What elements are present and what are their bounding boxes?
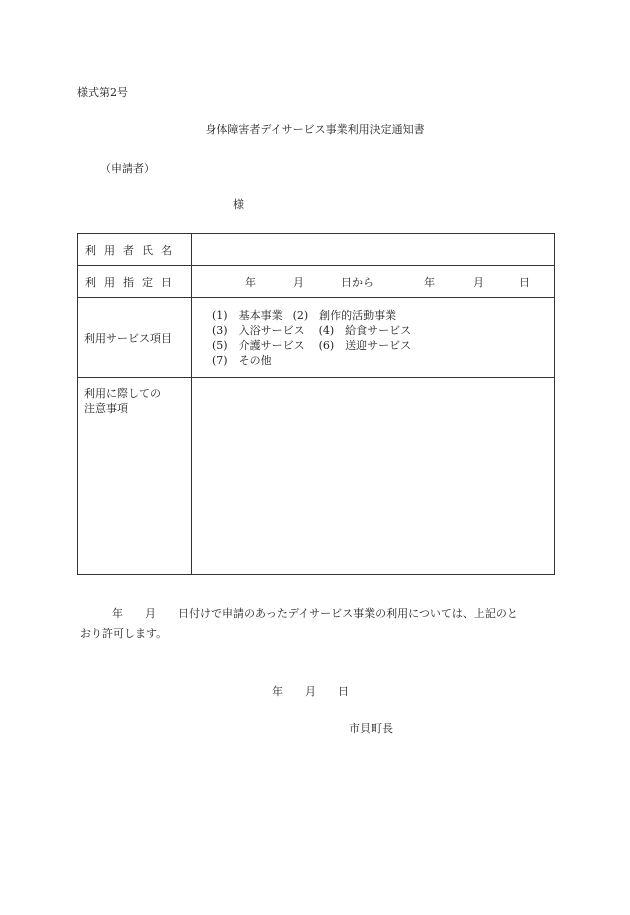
notes-label-cell xyxy=(78,378,192,575)
service-item-6: (6) 送迎サービス xyxy=(318,338,412,352)
service-item-1: (1) 基本事業 xyxy=(212,308,283,322)
document-title: 身体障害者デイサービス事業利用決定通知書 xyxy=(205,123,425,136)
decision-table xyxy=(77,233,555,575)
date-month-1: 月 xyxy=(293,276,304,289)
service-item-2: (2) 創作的活動事業 xyxy=(292,308,397,322)
date-day-from: 日から xyxy=(341,276,374,289)
applicant-label: （申請者） xyxy=(100,162,155,175)
user-name-value-cell xyxy=(192,234,555,266)
user-name-row xyxy=(78,234,555,266)
user-name-label: 利用者氏名 xyxy=(85,243,180,257)
service-line-4 xyxy=(212,353,554,368)
service-item-4: (4) 給食サービス xyxy=(318,323,412,337)
service-label: 利用サービス項目 xyxy=(84,331,172,345)
date-day-2: 日 xyxy=(519,276,530,289)
designated-date-label-cell xyxy=(78,266,192,298)
designated-date-value-cell xyxy=(192,266,555,298)
designated-date-row xyxy=(78,266,555,298)
honorific-sama: 様 xyxy=(233,198,244,211)
permission-text-line-1: 年 月 日付けで申請のあったデイサービス事業の利用については、上記のと xyxy=(112,607,518,620)
date-year-2: 年 xyxy=(424,276,435,289)
designated-date-label: 利用指定日 xyxy=(85,275,180,289)
notes-row xyxy=(78,378,555,575)
service-item-5: (5) 介護サービス xyxy=(212,338,305,352)
service-list xyxy=(192,308,554,368)
service-line-1 xyxy=(212,308,554,323)
service-label-cell xyxy=(78,298,192,378)
service-list-cell xyxy=(192,298,555,378)
notes-label-line-2: 注意事項 xyxy=(84,402,128,415)
service-item-7: (7) その他 xyxy=(212,353,272,367)
user-name-label-cell xyxy=(78,234,192,266)
service-items-row xyxy=(78,298,555,378)
date-year-1: 年 xyxy=(245,276,256,289)
service-line-2 xyxy=(212,323,554,338)
issuer-name: 市貝町長 xyxy=(349,722,393,735)
permission-text-line-2: おり許可します。 xyxy=(80,627,168,640)
date-month-2: 月 xyxy=(473,276,484,289)
issue-date: 年 月 日 xyxy=(272,685,349,698)
notes-value-cell xyxy=(192,378,555,575)
notes-label-line-1: 利用に際しての xyxy=(84,387,161,400)
form-number: 様式第2号 xyxy=(77,86,128,99)
service-line-3 xyxy=(212,338,554,353)
service-item-3: (3) 入浴サービス xyxy=(212,323,305,337)
